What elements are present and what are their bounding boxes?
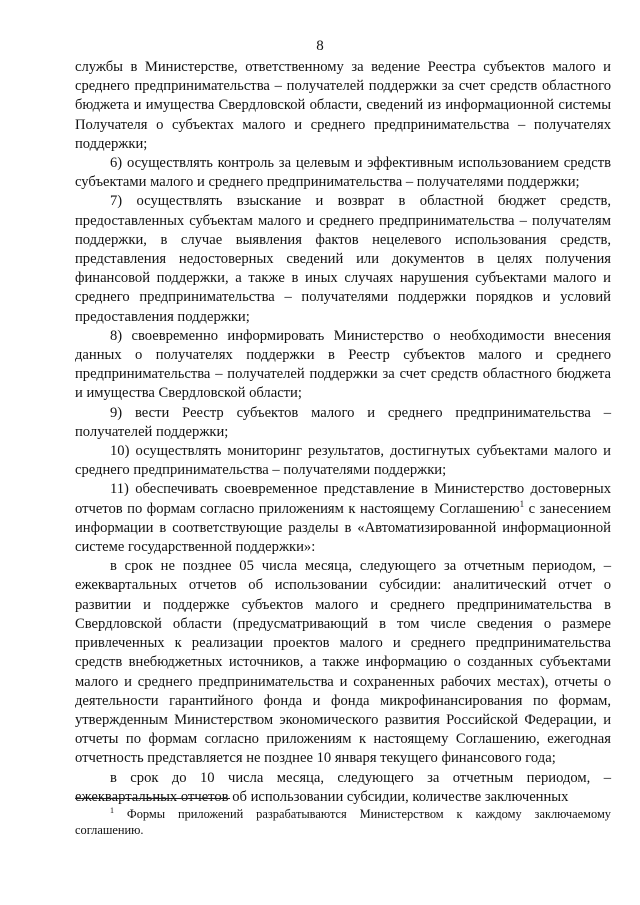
paragraph-item-6: 6) осуществлять контроль за целевым и эффективным использованием средств субъектами малого и среднего предпринимательства – получателями поддержки; [75, 155, 611, 191]
paragraph-item-8: 8) своевременно информировать Министерство о необходимости внесения данных о получателях поддержки в Реестр субъектов малого и среднего предпринимательства – получателей поддержки за счет средств областного бюджета и имущества Свердловской области; [75, 327, 611, 402]
paragraph-item-11-text-cont: с занесением информации в соответствующие разделы в «Автоматизированной информационной системе государственной поддержки»: [75, 500, 612, 556]
page-number: 8 [316, 38, 324, 54]
paragraph-item-11-text: 11) обеспечивать своевременное представление в Министерство достоверных отчетов по формам согласно приложениям к настоящему Соглашению [75, 481, 611, 517]
footnote [75, 806, 611, 838]
paragraph-item-7: 7) осуществлять взыскание и возврат в областной бюджет средств, предоставленных субъектам малого и среднего предпринимательства – получателям поддержки, в случае выявления фактов нецелевого использования средств, представления недостоверных сведений или документов в целях получения финансовой поддержки, а также в иных случаях нарушения субъектами малого и среднего предпринимательства – получателями поддержки порядков и условий предоставления поддержки; [75, 193, 611, 325]
paragraph-item-10: 10) осуществлять мониторинг результатов, достигнутых субъектами малого и среднего предпринимательства – получателями поддержки; [75, 443, 611, 479]
footnote-mark: 1 [110, 805, 114, 815]
paragraph-item-11 [75, 480, 611, 557]
paragraph-item-9: 9) вести Реестр субъектов малого и среднего предпринимательства – получателей поддержки; [75, 404, 611, 440]
paragraph-deadline-10: в срок до 10 числа месяца, следующего за отчетным периодом, – ежеквартальных отчетов об использовании субсидии, количестве заключенных [75, 769, 611, 805]
paragraph-continuation: службы в Министерстве, ответственному за ведение Реестра субъектов малого и среднего предпринимательства – получателей поддержки за счет средств областного бюджета и имущества Свердловской области, сведений из информационной системы Получателя о субъектах малого и среднего предпринимательства – получателях поддержки; [75, 59, 611, 152]
footnote-divider [75, 798, 230, 799]
footnote-reference: 1 [519, 498, 525, 509]
document-body [75, 58, 611, 807]
paragraph-deadline-05: в срок не позднее 05 числа месяца, следующего за отчетным периодом, – ежеквартальных отчетов об использовании субсидии: аналитический отчет о развитии и поддержке субъектов малого и среднего предпринимательства в Свердловской области (предусматривающий в том числе сведения о размере привлеченных к реализации проектов малого и среднего предпринимательства средств внебюджетных источников, а также информацию о созданных субъектами малого и среднего предпринимательства и сохраненных рабочих местах), отчеты о деятельности гарантийного фонда и фонда микрофинансирования по формам, утвержденным Министерством экономического развития Российской Федерации, и отчеты по формам согласно приложениям к настоящему Соглашению, ежегодная отчетность представляется не позднее 10 января текущего финансового года; [75, 558, 611, 767]
footnote-text: Формы приложений разрабатываются Министерством к каждому заключаемому соглашению. [75, 807, 611, 837]
